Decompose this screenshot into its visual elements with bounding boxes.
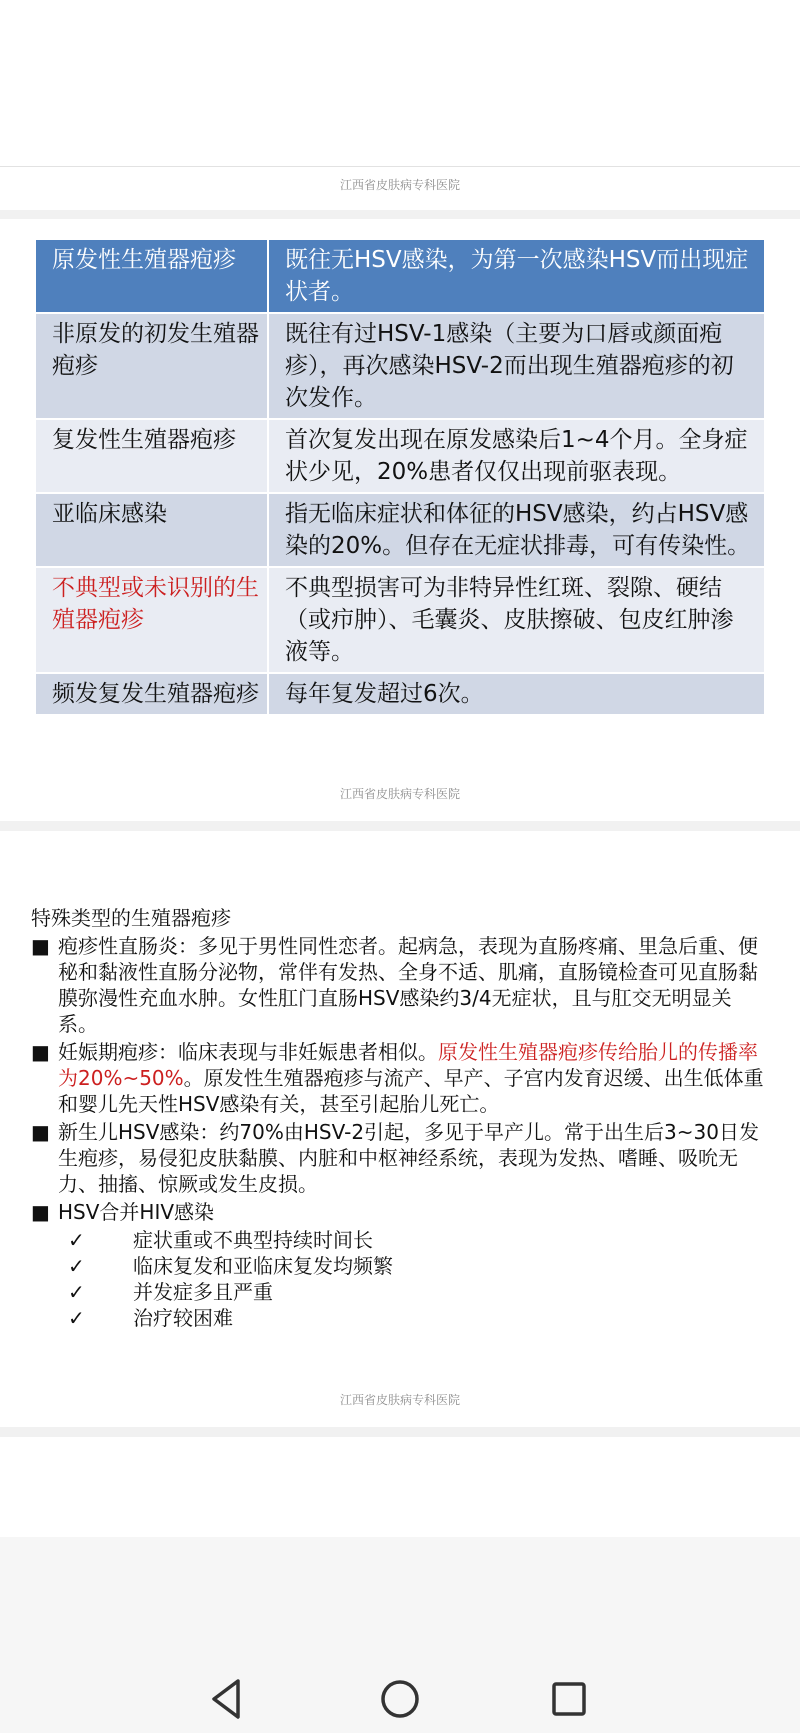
table-cell-desc: 既往有过HSV-1感染（主要为口唇或颜面疱疹），再次感染HSV-2而出现生殖器疱疹的初次发作。 — [268, 313, 764, 419]
check-text: 并发症多且严重 — [133, 1280, 273, 1304]
table-row — [36, 240, 764, 313]
table-cell-type: 非原发的初发生殖器疱疹 — [36, 313, 268, 419]
check-item — [31, 1253, 771, 1279]
table-cell-desc: 既往无HSV感染，为第一次感染HSV而出现症状者。 — [268, 240, 764, 313]
table-cell-desc: 首次复发出现在原发感染后1~4个月。全身症状少见，20%患者仅仅出现前驱表现。 — [268, 419, 764, 493]
check-item — [31, 1279, 771, 1305]
square-bullet-icon: ■ — [31, 1120, 50, 1144]
slide-footer: 江西省皮肤病专科医院 — [339, 787, 460, 801]
hsv-classification-table — [36, 240, 764, 716]
checkmark-icon: ✓ — [68, 1306, 85, 1330]
table-row — [36, 673, 764, 715]
home-button[interactable] — [370, 1669, 430, 1729]
home-icon — [370, 1669, 430, 1729]
table-cell-type: 原发性生殖器疱疹 — [36, 240, 268, 313]
bullet-text: 疱疹性直肠炎：多见于男性同性恋者。起病急，表现为直肠疼痛、里急后重、便秘和黏液性直肠分泌物，常伴有发热、全身不适、肌痛，直肠镜检查可见直肠黏膜弥漫性充血水肿。女性肛门直肠HSV感染约3/4无症状，且与肛交无明显关系。 — [58, 934, 758, 1036]
section-title: 特殊类型的生殖器疱疹 — [31, 906, 231, 930]
back-button[interactable] — [198, 1669, 258, 1729]
slide-3 — [0, 831, 800, 1427]
table-row — [36, 493, 764, 567]
recents-button[interactable] — [539, 1669, 599, 1729]
slide-2 — [0, 219, 800, 821]
special-types-section — [31, 905, 771, 1331]
checkmark-icon: ✓ — [68, 1280, 85, 1304]
slide-footer: 江西省皮肤病专科医院 — [339, 178, 460, 192]
check-item — [31, 1227, 771, 1253]
table-cell-type: 频发复发生殖器疱疹 — [36, 673, 268, 715]
table-cell-type: 不典型或未识别的生殖器疱疹 — [36, 567, 268, 673]
table-cell-type: 复发性生殖器疱疹 — [36, 419, 268, 493]
checkmark-icon: ✓ — [68, 1254, 85, 1278]
bullet-text-highlight: 原发性生殖器疱疹传给胎儿的传播率为20%~50% — [58, 1040, 758, 1090]
bullet-pregnancy — [31, 1039, 771, 1117]
table-cell-desc: 每年复发超过6次。 — [268, 673, 764, 715]
divider-line — [0, 166, 800, 167]
bullet-text: 。原发性生殖器疱疹与流产、早产、子宫内发育迟缓、出生低体重和婴儿先天性HSV感染有关，甚至引起胎儿死亡。 — [58, 1066, 764, 1116]
bullet-text: 妊娠期疱疹：临床表现与非妊娠患者相似。 — [58, 1040, 438, 1064]
check-text: 症状重或不典型持续时间长 — [133, 1228, 373, 1252]
bullet-hiv — [31, 1199, 771, 1225]
table-row — [36, 567, 764, 673]
table-row — [36, 419, 764, 493]
navigation-bar — [0, 1537, 800, 1733]
check-item — [31, 1305, 771, 1331]
back-icon — [198, 1669, 258, 1729]
slide-1 — [0, 0, 800, 210]
checkmark-icon: ✓ — [68, 1228, 85, 1252]
square-bullet-icon: ■ — [31, 934, 50, 958]
table-cell-type: 亚临床感染 — [36, 493, 268, 567]
table-cell-desc: 指无临床症状和体征的HSV感染，约占HSV感染的20%。但存在无症状排毒，可有传染性。 — [268, 493, 764, 567]
bullet-proctitis — [31, 933, 771, 1037]
bullet-text: 新生儿HSV感染：约70%由HSV-2引起，多见于早产儿。常于出生后3~30日发生疱疹，易侵犯皮肤黏膜、内脏和中枢神经系统，表现为发热、嗜睡、吸吮无力、抽搐、惊厥或发生皮损。 — [58, 1120, 759, 1196]
bullet-neonatal — [31, 1119, 771, 1197]
square-bullet-icon: ■ — [31, 1040, 50, 1064]
recents-icon — [539, 1669, 599, 1729]
square-bullet-icon: ■ — [31, 1200, 50, 1224]
slide-footer: 江西省皮肤病专科医院 — [339, 1393, 460, 1407]
check-text: 治疗较困难 — [133, 1306, 233, 1330]
check-text: 临床复发和亚临床复发均频繁 — [133, 1254, 393, 1278]
slide-4 — [0, 1437, 800, 1537]
table-row — [36, 313, 764, 419]
table-cell-desc: 不典型损害可为非特异性红斑、裂隙、硬结（或疖肿）、毛囊炎、皮肤擦破、包皮红肿渗液等。 — [268, 567, 764, 673]
bullet-text: HSV合并HIV感染 — [58, 1200, 215, 1224]
